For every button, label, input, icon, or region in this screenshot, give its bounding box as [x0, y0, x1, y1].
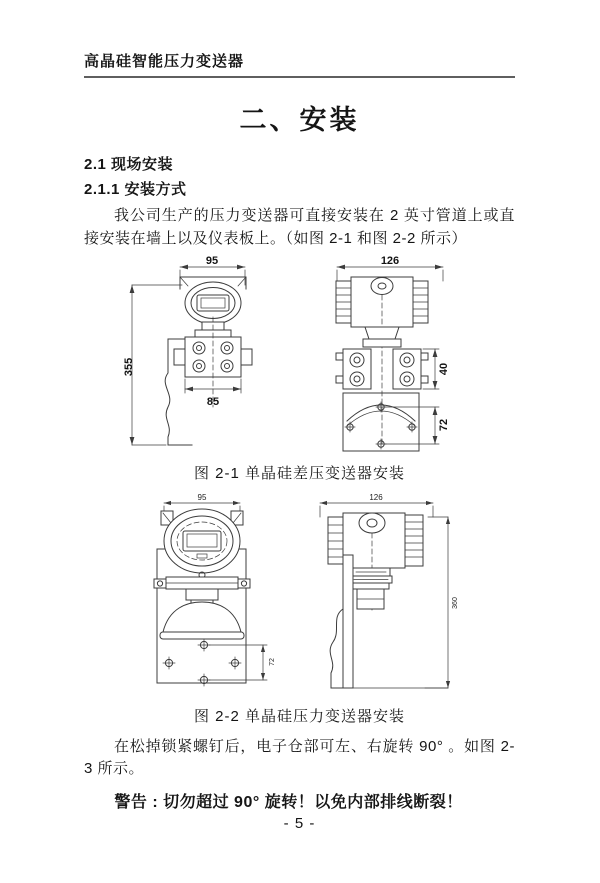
figure-2-2-side-view-drawing: [310, 493, 460, 703]
figure-2-1-side-view-drawing: [323, 255, 478, 460]
figure-2-1-caption: 图 2-1 单晶硅差压变送器安装: [193, 464, 406, 482]
dim-hole-spacing: 72: [437, 418, 450, 431]
dim-bracket-height: 355: [122, 357, 135, 376]
dim-overall-height: 360: [452, 596, 459, 609]
page-number: - 5 -: [283, 815, 316, 833]
dim-front-width: 95: [205, 254, 218, 267]
page-header-title: 高晶硅智能压力变送器: [84, 50, 515, 78]
section-heading-2-1-1: 2.1.1 安装方式: [84, 181, 187, 198]
intro-paragraph: 我公司生产的压力变送器可直接安装在 2 英寸管道上或直接安装在墙上以及仪表板上。（如图 2-1 和图 2-2 所示）: [84, 207, 515, 247]
figure-2-2-front-view-drawing: [139, 493, 284, 703]
rotate-note-paragraph: 在松掉锁紧螺钉后，电子仓部可左、右旋转 90° 。如图 2-3 所示。: [84, 737, 515, 778]
dim-side-width: 126: [369, 492, 383, 502]
figure-2-2-caption: 图 2-2 单晶硅压力变送器安装: [193, 707, 406, 725]
figure-2-1-front-view-drawing: [122, 255, 297, 460]
dim-side-width: 126: [380, 254, 399, 267]
chapter-title: 二、安装: [239, 105, 360, 135]
dim-flange-width: 85: [206, 395, 219, 408]
dim-clamp-height: 40: [437, 362, 450, 375]
dim-hole-spacing: 72: [269, 657, 276, 666]
dim-front-width: 95: [197, 492, 207, 502]
section-heading-2-1: 2.1 现场安装: [84, 156, 174, 173]
figure-2-1: [84, 255, 515, 460]
warning-text: 警告 : 切勿超过 90° 旋转！以免内部排线断裂！: [114, 794, 463, 812]
figure-2-2: [84, 493, 515, 703]
